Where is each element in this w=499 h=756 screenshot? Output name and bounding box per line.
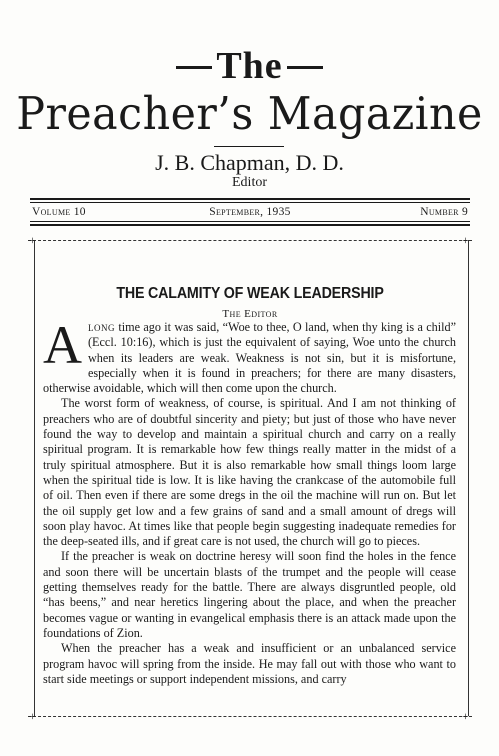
paragraph-4: When the preacher has a weak and insufficient or an unbalanced service program havoc will spring from the inside. He may fall out with those who want to start side meetings or support independent missions, and carry — [43, 641, 456, 686]
frame-corner-cross-icon: + — [462, 709, 469, 723]
lead-word: long — [88, 320, 115, 334]
the-right-dash — [287, 66, 323, 69]
editor-title: Editor — [232, 175, 267, 190]
frame-corner-cross-icon: + — [29, 233, 36, 247]
drop-cap: A — [43, 315, 82, 375]
frame-corner-cross-icon: + — [462, 233, 469, 247]
volume-label: Volume 10 — [32, 206, 86, 218]
frame-corner-cross-icon: + — [29, 709, 36, 723]
issue-date: September, 1935 — [209, 206, 291, 218]
issue-rule-bottom-thin — [30, 221, 470, 222]
paragraph-1-text: time ago it was said, “Woe to thee, O land, when thy king is a child” (Eccl. 10:16), which is just the equivalent of saying, Woe unto the church when its leaders are weak. Weakness is not sin, but it is misfortune, especially when it is found in preachers; for there are many disasters, otherwise avoidable, which will then come upon the church. — [43, 320, 456, 396]
issue-info-bar — [32, 205, 468, 219]
magazine-title: Preacher’s Magazine — [16, 87, 483, 140]
the-left-dash — [176, 66, 212, 69]
editor-name: J. B. Chapman, D. D. — [155, 150, 344, 175]
issue-rule-top-thick — [30, 198, 470, 200]
title-rule — [214, 146, 284, 147]
issue-number: Number 9 — [420, 206, 468, 218]
the-word: The — [216, 45, 283, 87]
article-title: THE CALAMITY OF WEAK LEADERSHIP — [116, 285, 384, 302]
paragraph-1 — [43, 315, 456, 396]
article-byline: The Editor — [222, 308, 278, 320]
article-body — [43, 315, 456, 687]
issue-rule-bottom-thick — [30, 224, 470, 226]
masthead-the — [0, 46, 499, 86]
paragraph-2: The worst form of weakness, of course, is spiritual. And I am not thinking of preachers who are of doubtful sincerity and piety; but just of those who have never found the way to develop and maintain a spiritual church and carry on a really spiritual program. It is remarkable how few things really matter in the midst of a truly spiritual atmosphere. But it is also remarkable how small things loom large when the spiritual tide is low. It is like having the crankcase of the automobile full of oil. Then even if there are some dregs in the oil the machine will run on. But let the oil supply get low and a few grains of sand and a small amount of dregs will soon play havoc. At times like that people begin suggesting inadequate remedies for the deep-seated ills, and if great care is not used, the church will go to pieces. — [43, 396, 456, 549]
frame-bottom-border — [28, 716, 472, 717]
issue-rule-top-thin — [30, 202, 470, 203]
paragraph-3: If the preacher is weak on doctrine heresy will soon find the holes in the fence and soon there will be uncertain blasts of the trumpet and the people will cease getting themselves ready for the battle. There are always disgruntled people, old “has beens,” and near heretics lingering about the place, and when the preacher becomes vague or wanting in evangelical emphasis there is an attack made upon the foundations of Zion. — [43, 549, 456, 640]
